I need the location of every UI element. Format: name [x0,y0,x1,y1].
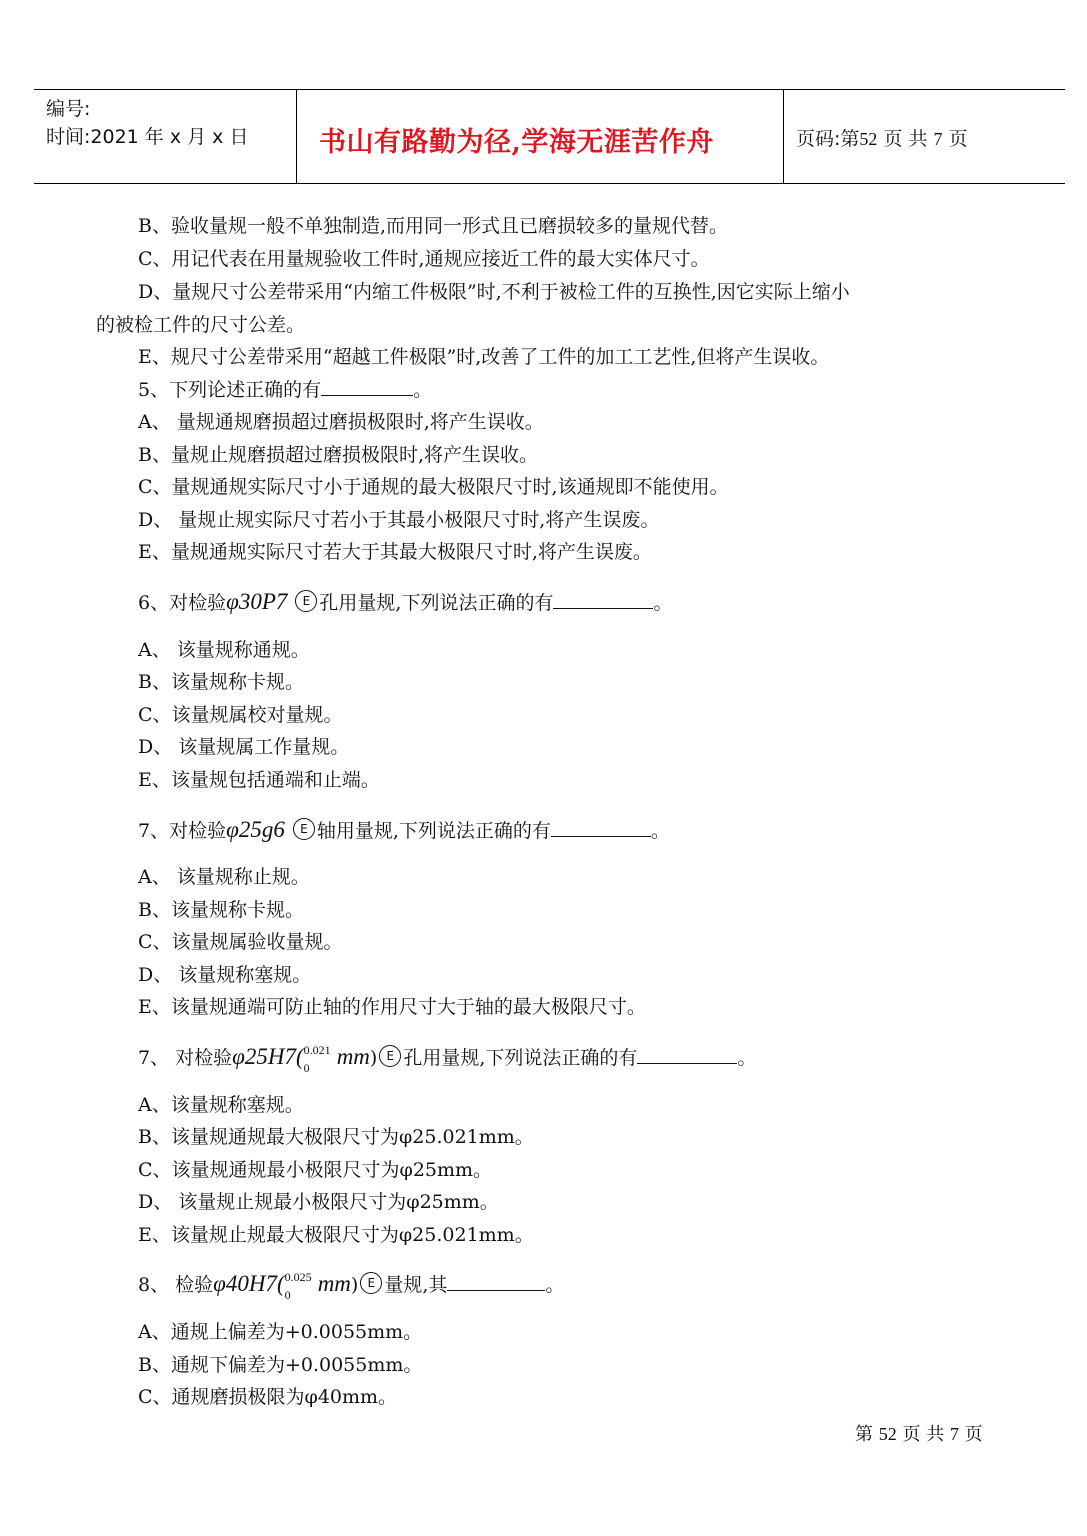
time-label: 时间:2021 年 x 月 x 日 [46,126,249,148]
footer-page-number: 52 [878,1424,897,1444]
question-5-option-a: A、 量规通规磨损超过磨损极限时,将产生误收。 [138,411,544,433]
page-number: 52 [859,129,878,149]
answer-blank [447,1272,545,1291]
question-5 [138,377,432,402]
tolerance-lower: 0 [303,1061,310,1075]
question-7b-formula: φ25H7( [232,1044,304,1069]
question-5-text: 5、下列论述正确的有 [138,379,322,401]
question-8-option-a: A、通规上偏差为+0.0055mm。 [138,1321,423,1343]
question-7b-option-a: A、该量规称塞规。 [138,1094,304,1116]
option-line-b: B、验收量规一般不单独制造,而用同一形式且已磨损较多的量规代替。 [138,215,729,237]
question-5-option-d: D、 量规止规实际尺寸若小于其最小极限尺寸时,将产生误废。 [138,509,660,531]
question-7-end: 。 [650,820,670,842]
header-right-cell [784,90,1065,183]
question-7-option-e: E、该量规通端可防止轴的作用尺寸大于轴的最大极限尺寸。 [138,996,646,1018]
question-6-option-d: D、 该量规属工作量规。 [138,736,350,758]
answer-blank [553,590,653,609]
question-5-option-b: B、量规止规磨损超过磨损极限时,将产生误收。 [138,444,539,466]
tolerance-lower: 0 [284,1288,291,1302]
question-6-option-b: B、该量规称卡规。 [138,671,304,693]
question-7b-end: 。 [737,1047,757,1069]
question-7b-option-e: E、该量规止规最大极限尺寸为φ25.021mm。 [138,1224,534,1246]
tolerance-upper: 0.025 [284,1270,312,1284]
option-line-c: C、用记代表在用量规验收工件时,通规应接近工件的最大实体尺寸。 [138,248,710,270]
serial-label: 编号: [46,98,91,120]
question-7-option-d: D、 该量规称塞规。 [138,964,312,986]
question-6-prefix: 6、对检验 [138,592,227,614]
question-7b-option-b: B、该量规通规最大极限尺寸为φ25.021mm。 [138,1126,534,1148]
question-8 [138,1270,565,1302]
footer-mid: 页 共 [902,1424,945,1445]
question-5-end: 。 [413,379,433,401]
question-5-option-e: E、量规通规实际尺寸若大于其最大极限尺寸时,将产生误废。 [138,541,652,563]
page-mid: 页 共 [883,128,928,150]
question-7 [138,818,670,843]
unit: mm [317,1271,351,1296]
question-8-option-c: C、通规磨损极限为φ40mm。 [138,1386,398,1408]
question-6-option-c: C、该量规属校对量规。 [138,704,343,726]
question-5-option-c: C、量规通规实际尺寸小于通规的最大极限尺寸时,该通规即不能使用。 [138,476,729,498]
question-8-option-b: B、通规下偏差为+0.0055mm。 [138,1354,423,1376]
question-8-text: 量规,其 [384,1274,448,1296]
question-7b-option-d: D、 该量规止规最小极限尺寸为φ25mm。 [138,1191,499,1213]
paren: ) [350,1274,359,1296]
page-suffix: 页 [948,128,968,150]
question-8-end: 。 [545,1274,565,1296]
question-7-option-c: C、该量规属验收量规。 [138,931,343,953]
footer-suffix: 页 [964,1424,983,1445]
question-8-formula: φ40H7( [213,1271,285,1296]
option-line-d-continued: 的被检工件的尺寸公差。 [96,314,306,336]
question-7b [138,1043,757,1075]
header-page-info [796,124,968,151]
question-7b-prefix: 7、 对检验 [138,1047,233,1069]
footer-page-total: 7 [949,1424,959,1444]
header-motto: 书山有路勤为径,学海无涯苦作舟 [319,127,714,158]
answer-blank [551,818,651,837]
option-line-e: E、规尺寸公差带采用“超越工件极限”时,改善了工件的加工工艺性,但将产生误收。 [138,346,830,368]
option-line-d: D、量规尺寸公差带采用“内缩工件极限”时,不利于被检工件的互换性,因它实际上缩小 [138,281,850,303]
question-7-option-b: B、该量规称卡规。 [138,899,304,921]
question-7-option-a: A、 该量规称止规。 [138,866,310,888]
paren: ) [369,1047,378,1069]
question-7b-option-c: C、该量规通规最小极限尺寸为φ25mm。 [138,1159,493,1181]
answer-blank [637,1045,737,1064]
question-6-option-a: A、 该量规称通规。 [138,639,310,661]
envelope-requirement-symbol: E [295,590,317,612]
header-middle-cell [297,90,784,183]
question-6-formula: φ30P7 [226,589,288,614]
question-6-option-e: E、该量规包括通端和止端。 [138,769,380,791]
question-7-text: 轴用量规,下列说法正确的有 [316,820,551,842]
footer-prefix: 第 [855,1424,873,1445]
question-6-text: 孔用量规,下列说法正确的有 [319,592,554,614]
tolerance-upper: 0.021 [303,1043,331,1057]
question-7-formula: φ25g6 [226,817,285,842]
unit: mm [336,1044,370,1069]
envelope-requirement-symbol: E [379,1045,401,1067]
page-prefix: 页码:第 [796,128,860,150]
question-7-prefix: 7、对检验 [138,820,227,842]
question-6 [138,590,672,615]
envelope-requirement-symbol: E [360,1272,382,1294]
question-6-end: 。 [653,592,673,614]
page-header [34,89,1065,184]
page-total: 7 [933,129,943,149]
answer-blank [321,377,413,396]
page-footer [855,1420,983,1446]
envelope-requirement-symbol: E [293,818,315,840]
question-8-prefix: 8、 检验 [138,1274,214,1296]
header-left-cell [34,90,297,183]
question-7b-text: 孔用量规,下列说法正确的有 [403,1047,638,1069]
